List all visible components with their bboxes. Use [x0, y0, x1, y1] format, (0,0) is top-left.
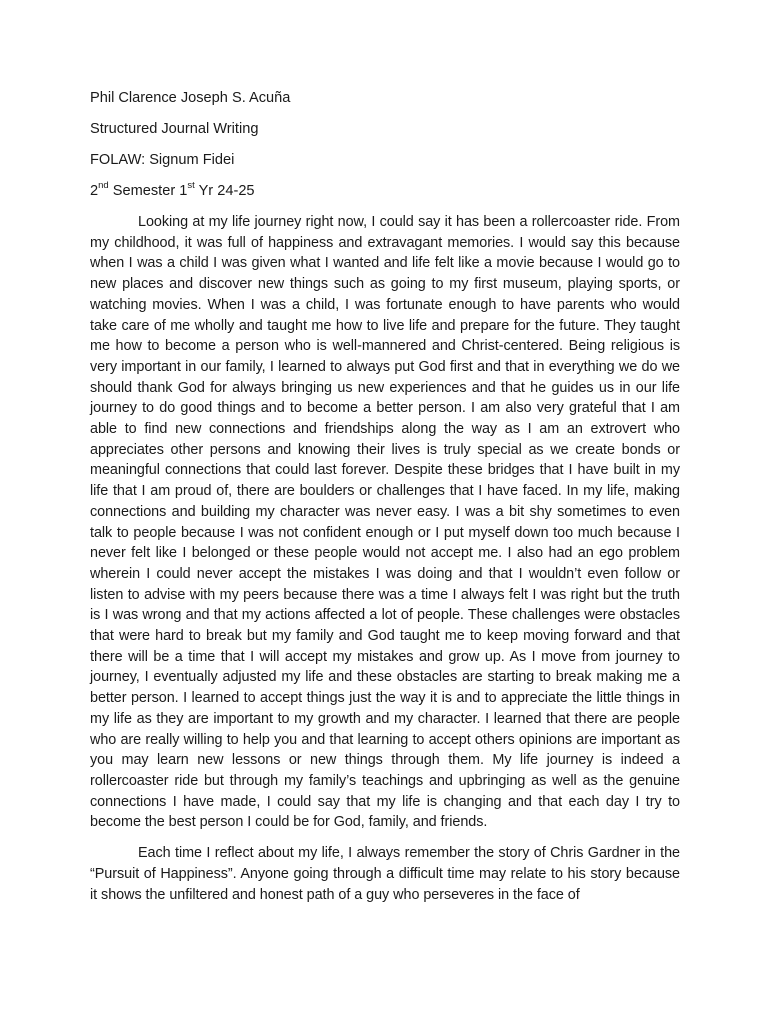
author-name: Phil Clarence Joseph S. Acuña [90, 90, 291, 106]
body-paragraph-2: Each time I reflect about my life, I always remember the story of Chris Gardner in the “Pursuit of Happiness”. Anyone going through a difficult time may relate to his story because it shows the unfiltered and honest path of a guy who perseveres in the face of [90, 845, 680, 903]
document-page [90, 88, 680, 915]
semester-text: Semester 1 [108, 183, 188, 199]
body-paragraph-1: Looking at my life journey right now, I could say it has been a rollercoaster ride. From my childhood, it was full of happiness and extravagant memories. I would say this because when I was a child I was given what I wanted and life felt like a movie because I would go to new places and discover new things such as going to my first museum, playing sports, or watching movies. When I was a child, I was fortunate enough to have parents who would take care of me wholly and taught me how to live life and prepare for the future. They taught me how to become a person who is well-mannered and Christ-centered. Being religious is very important in our family, I learned to always put God first and that in everything we do we should thank God for always bringing us new experiences and that he guides us in our life journey to do good things and to become a better person. I am also very grateful that I am able to find new connections and friendships along the way as I am an extrovert who appreciates other persons and knowing their lives is truly special as we create bonds or meaningful connections that could last forever. Despite these bridges that I have built in my life that I am proud of, there are boulders or challenges that I have faced. In my life, making connections and building my character was never easy. I was a bit shy sometimes to even talk to people because I was not confident enough or I put myself down too much because I never felt like I belonged or these people would not accept me. I also had an ego problem wherein I could never accept the mistakes I was doing and that I wouldn’t even follow or listen to advise with my peers because there was a time I always felt I was right but the truth is I was wrong and that my actions affected a lot of people. These challenges were obstacles that were hard to break but my family and God taught me to keep moving forward and that there will be a time that I will accept my mistakes and grow up. As I move from journey to journey, I eventually adjusted my life and these obstacles are starting to break making me a better person. I learned to accept things just the way it is and to appreciate the little things in my life as they are important to my growth and my character. I learned that there are people who are really willing to help you and that learning to accept others opinions are important as you may learn new lessons or new things through them. My life journey is indeed a rollercoaster ride but through my family’s teachings and upbringing as well as the genuine connections I have made, I could say that my life is changing and that each day I try to become the best person I could be for God, family, and friends. [90, 214, 680, 831]
year-ordinal: st [187, 180, 195, 192]
document-subject: Structured Journal Writing [90, 121, 259, 137]
school-year: Yr 24-25 [194, 183, 255, 199]
course-title: FOLAW: Signum Fidei [90, 152, 235, 168]
semester-ordinal: nd [98, 180, 109, 192]
semester-line [90, 181, 680, 201]
semester-number: 2 [90, 183, 99, 199]
